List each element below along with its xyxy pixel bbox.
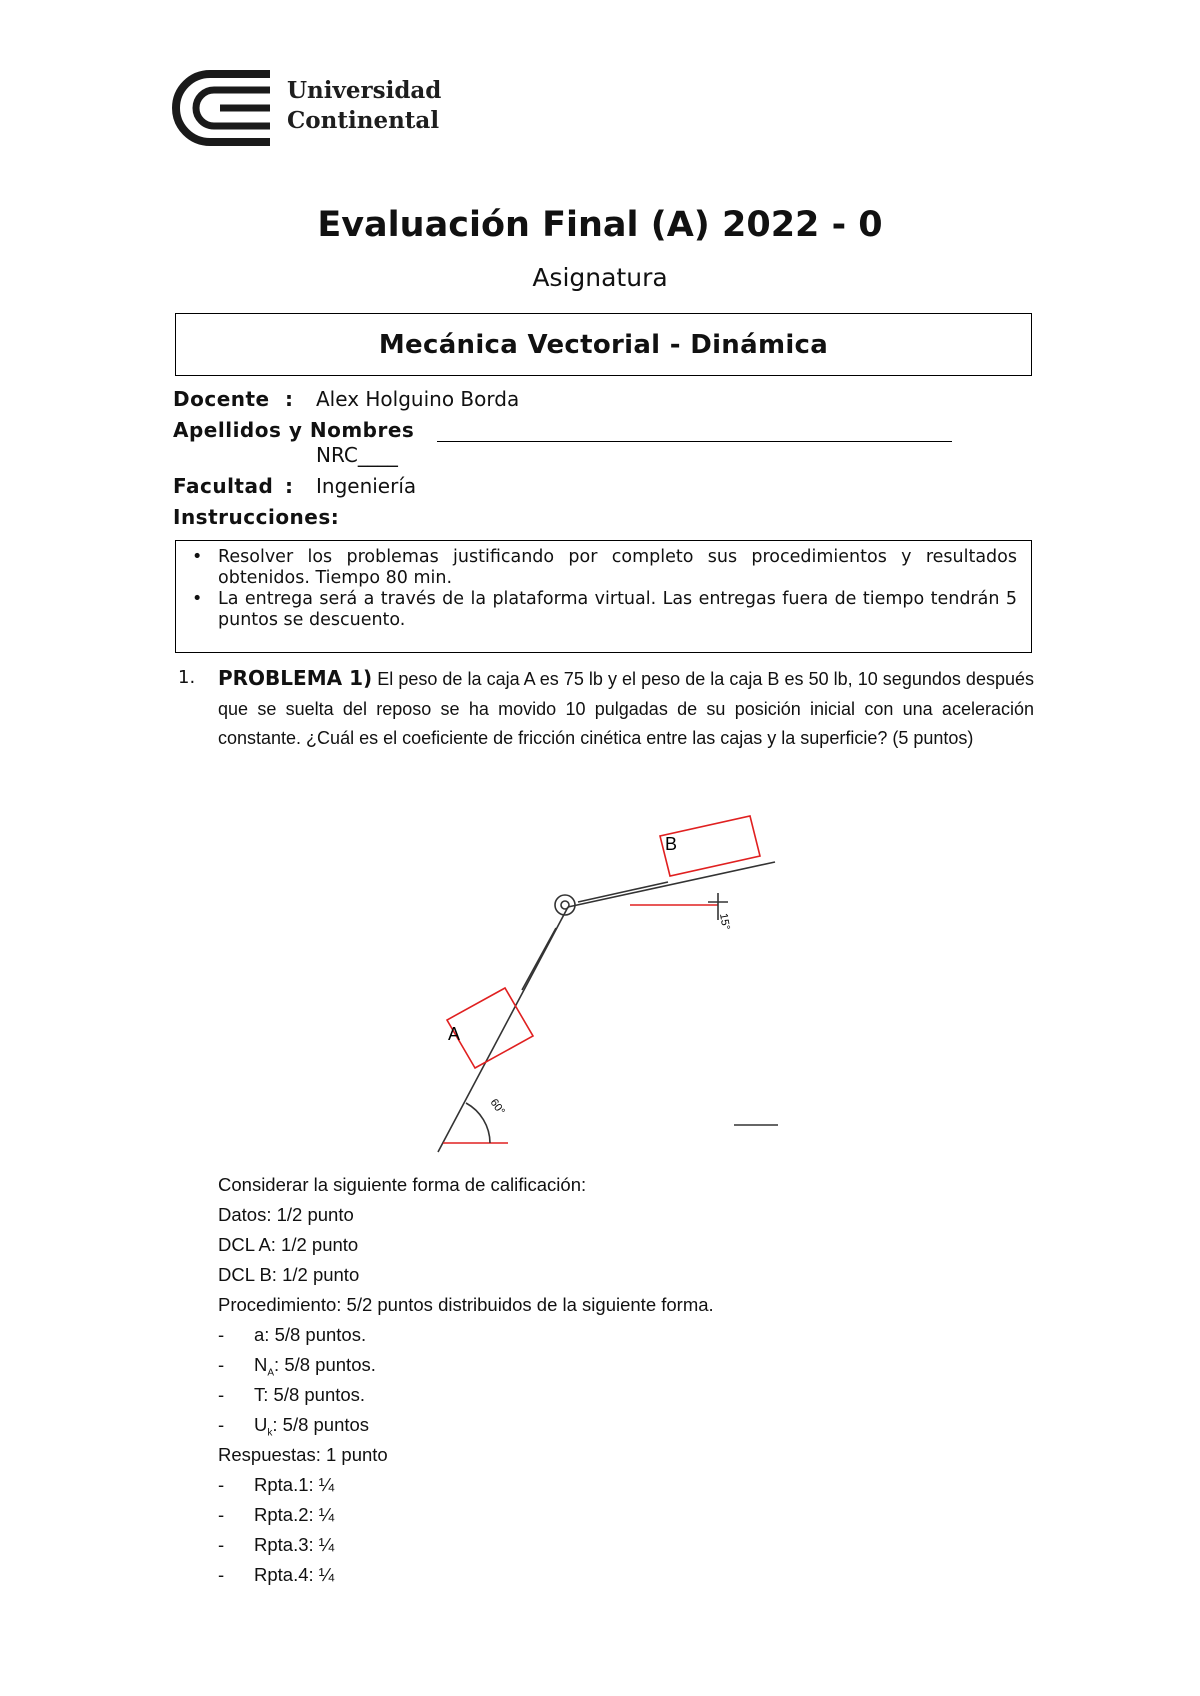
facultad-value: Ingeniería [316, 474, 417, 498]
problem-1 [178, 664, 1034, 754]
list-item: - a: 5/8 puntos. [218, 1324, 367, 1345]
instrucciones-label: Instrucciones: [173, 505, 340, 529]
instructions-box [175, 540, 1032, 653]
grading-datos: Datos: 1/2 punto [218, 1204, 354, 1225]
angle-arc-a [466, 1103, 490, 1143]
course-name: Mecánica Vectorial - Dinámica [378, 329, 829, 360]
list-item: - Rpta.2: ¼ [218, 1504, 335, 1525]
list-item: - $U_k$: 5/8 puntos [218, 1414, 370, 1439]
page-title: Evaluación Final (A) 2022 - 0 [317, 205, 883, 245]
list-item: - Rpta.4: ¼ [218, 1564, 335, 1585]
facultad-colon: : [285, 474, 293, 498]
university-name-line1: Universidad [287, 77, 442, 104]
name-underline [437, 441, 952, 442]
docente-value: Alex Holguino Borda [316, 387, 520, 411]
list-item: - Rpta.3: ¼ [218, 1534, 335, 1555]
list-item: - Rpta.1: ¼ [218, 1474, 335, 1495]
grading-respuestas: Respuestas: 1 punto [218, 1444, 388, 1465]
angle-a-label: 60° [487, 1096, 507, 1118]
facultad-label: Facultad [173, 474, 274, 498]
problem-number: 1. [178, 667, 196, 688]
problem-text: El peso de la caja A es 75 lb y el peso de la caja B es 50 lb, 10 segundos después que se suelta del reposo se ha movido 10 pulgadas de su posición inicial con una aceleración constante. ¿Cuál es el coeficiente de fricción cinética entre las cajas y la superficie? (5 puntos) [218, 669, 1034, 748]
incline-b-surface [568, 862, 775, 907]
university-logo [170, 70, 280, 146]
grading-intro: Considerar la siguiente forma de calificación: [218, 1174, 587, 1195]
grading-dcl-a: DCL A: 1/2 punto [218, 1234, 359, 1255]
apellidos-label: Apellidos y Nombres [173, 418, 415, 442]
nrc-label: NRC____ [316, 443, 398, 467]
angle-b-label: 15° [717, 912, 732, 931]
problem-figure [420, 790, 800, 1160]
box-a-label: A [448, 1024, 461, 1044]
grading-section [218, 1170, 714, 1590]
pulley-hub [561, 901, 569, 909]
list-item: - T: 5/8 puntos. [218, 1384, 366, 1405]
list-item: - $N_A$: 5/8 puntos. [218, 1354, 376, 1379]
rope-b [578, 882, 668, 902]
instruction-item: • Resolver los problemas justificando por completo sus procedimientos y resultados obtenidos. Tiempo 80 min. [190, 547, 1017, 589]
university-name-line2: Continental [287, 107, 440, 134]
page-subtitle: Asignatura [532, 263, 668, 292]
docente-label: Docente [173, 387, 270, 411]
docente-colon: : [285, 387, 293, 411]
grading-procedimiento: Procedimiento: 5/2 puntos distribuidos de la siguiente forma. [218, 1294, 714, 1315]
course-box [175, 313, 1032, 376]
grading-dcl-b: DCL B: 1/2 punto [218, 1264, 360, 1285]
instruction-item: • La entrega será a través de la plataforma virtual. Las entregas fuera de tiempo tendrán 5 puntos se descuento. [190, 589, 1017, 631]
rope-a [522, 928, 556, 990]
problem-title: PROBLEMA 1) [218, 666, 373, 690]
box-b-label: B [665, 834, 678, 854]
